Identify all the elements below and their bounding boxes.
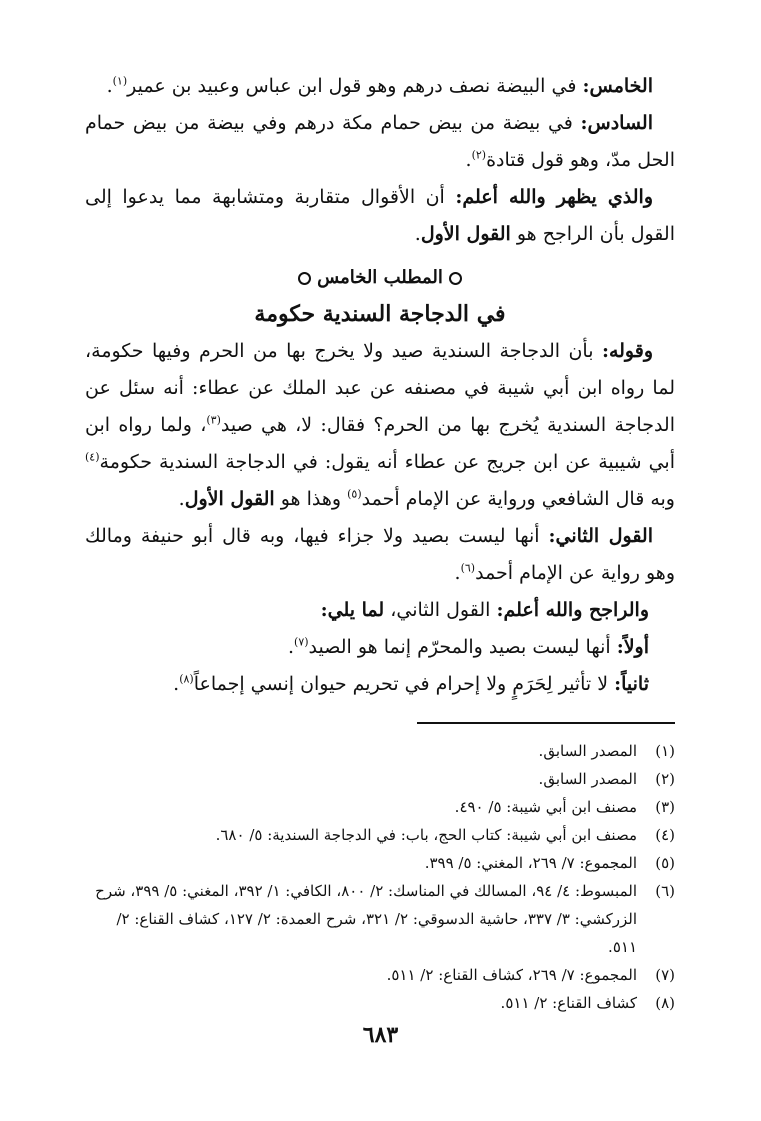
punctuation: . (173, 673, 180, 695)
footnote-text: كشاف القناع: ٢/ ٥١١. (500, 994, 637, 1012)
punctuation: . (106, 75, 113, 97)
paragraph-text: في البيضة نصف درهم وهو قول ابن عباس وعبيد بن عمير (127, 75, 583, 97)
paragraph-sixth-opinion (85, 105, 675, 179)
footnotes (85, 737, 675, 1017)
paragraph-second-opinion (85, 518, 675, 592)
footnote-number: (٥) (655, 854, 675, 872)
footnote (85, 849, 675, 877)
paragraph-text: أنها ليست بصيد ولا جزاء فيها، وبه قال أبو حنيفة ومالك وهو رواية عن الإمام أحمد (85, 525, 675, 584)
paragraph-text: وبه قال الشافعي ورواية عن الإمام أحمد (361, 488, 675, 510)
footnote-number: (٧) (655, 966, 675, 984)
paragraph-lead: القول الثاني: (548, 525, 653, 547)
main-text (85, 68, 675, 703)
section-heading-text: المطلب الخامس (317, 267, 443, 288)
circle-icon (449, 272, 462, 285)
bold-phrase: القول الأول (420, 223, 511, 245)
circle-icon (298, 272, 311, 285)
paragraph-text: في بيضة من بيض حمام مكة درهم وفي بيضة من بيض حمام الحل مدّ، وهو قول قتادة (85, 112, 675, 171)
paragraph-fifth-opinion (85, 68, 675, 105)
punctuation: . (178, 488, 185, 510)
paragraph-text: أنها ليست بصيد والمحرّم إنما هو الصيد (308, 636, 617, 658)
paragraph-lead: وقوله: (601, 340, 653, 362)
paragraph-text: القول الثاني، (384, 599, 497, 621)
paragraph-text: وهذا هو (274, 488, 348, 510)
footnote (85, 793, 675, 821)
footnote-ref[interactable]: (٤) (85, 450, 100, 464)
page-number: ٦٨٣ (362, 1022, 399, 1048)
footnote-number: (٦) (655, 882, 675, 900)
footnote-text: المصدر السابق. (538, 770, 637, 788)
paragraph-conclusion (85, 179, 675, 253)
paragraph-lead: ثانياً: (614, 673, 649, 695)
footnote-number: (٨) (655, 994, 675, 1012)
footnote-divider (417, 722, 675, 724)
footnote-ref[interactable]: (١) (112, 74, 128, 88)
punctuation: . (454, 562, 461, 584)
paragraph-lead: والراجح والله أعلم: (496, 599, 649, 621)
footnote-text: مصنف ابن أبي شيبة: ٥/ ٤٩٠. (454, 798, 637, 816)
footnote-number: (٢) (655, 770, 675, 788)
paragraph-text: بأن الدجاجة السندية صيد ولا يخرج بها من الحرم وفيها حكومة، لما رواه ابن أبي شيبة في مصنفه عن عبد الملك عن عطاء: أنه سئل عن الدجاجة السندية يُخرج بها من الحرم؟ فقال: لا، هي صيد (85, 340, 675, 436)
punctuation: . (414, 223, 421, 245)
footnote-ref[interactable]: (٢) (471, 148, 487, 162)
footnote (85, 877, 675, 961)
footnote-number: (١) (655, 742, 675, 760)
paragraph-reason-two (85, 666, 675, 703)
footnote-ref[interactable]: (٨) (179, 672, 194, 686)
punctuation: . (465, 149, 472, 171)
page-title: في الدجاجة السندية حكومة (254, 301, 506, 327)
footnote (85, 961, 675, 989)
paragraph-text: أن الأقوال متقاربة ومتشابهة مما يدعوا إلى القول بأن الراجح هو (85, 186, 675, 245)
paragraph-lead: السادس: (580, 112, 653, 134)
paragraph-lead: الخامس: (582, 75, 653, 97)
footnote-text: المجموع: ٧/ ٢٦٩، المغني: ٥/ ٣٩٩. (424, 854, 637, 872)
footnote (85, 821, 675, 849)
footnote-text: مصنف ابن أبي شيبة: كتاب الحج، باب: في الدجاجة السندية: ٥/ ٦٨٠. (215, 826, 637, 844)
paragraph-preferred (85, 592, 675, 629)
footnote-text: المصدر السابق. (538, 742, 637, 760)
footnote (85, 737, 675, 765)
footnote (85, 765, 675, 793)
footnote-ref[interactable]: (٧) (294, 635, 309, 649)
footnote-ref[interactable]: (٥) (347, 487, 362, 501)
paragraph-text: لا تأثير لِحَرَمٍ ولا إحرام في تحريم حيوان إنسي إجماعاً (193, 673, 615, 695)
footnote (85, 989, 675, 1017)
footnote-text: المبسوط: ٤/ ٩٤، المسالك في المناسك: ٢/ ٨٠٠، الكافي: ١/ ٣٩٢، المغني: ٥/ ٣٩٩، شرح الزركشي: ٣/ ٣٣٧، حاشية الدسوقي: ٢/ ٣٢١، شرح العمدة: ٢/ ١٢٧، كشاف القناع: ٢/ ٥١١. (95, 882, 637, 956)
punctuation: . (287, 636, 295, 658)
paragraph-lead: والذي يظهر والله أعلم: (455, 186, 653, 208)
bold-phrase: لما يلي: (320, 599, 385, 621)
bold-phrase: القول الأول (184, 488, 275, 510)
paragraph-reason-one (85, 629, 675, 666)
footnote-number: (٣) (655, 798, 675, 816)
footnote-number: (٤) (655, 826, 675, 844)
paragraph-lead: أولاً: (616, 636, 649, 658)
footnote-text: المجموع: ٧/ ٢٦٩، كشاف القناع: ٢/ ٥١١. (386, 966, 637, 984)
section-heading (85, 259, 675, 296)
footnote-ref[interactable]: (٦) (460, 561, 476, 575)
paragraph-first-opinion (85, 333, 675, 518)
paragraph-text: ، ولما رواه ابن أبي شيبية عن ابن جريج عن عطاء أنه يقول: في الدجاجة السندية حكومة (85, 414, 675, 473)
footnote-ref[interactable]: (٣) (206, 413, 221, 427)
